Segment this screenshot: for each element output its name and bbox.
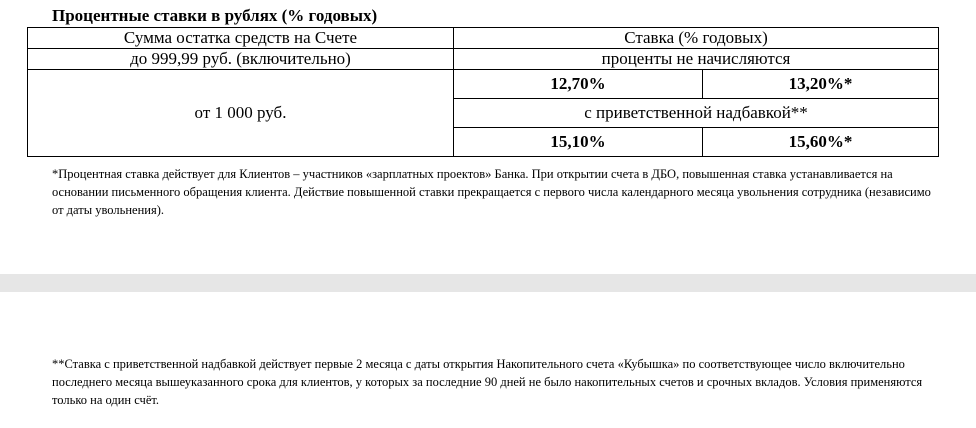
table-header-row (28, 28, 939, 49)
amount-cell: от 1 000 руб. (28, 70, 454, 157)
bonus-label-cell: с приветственной надбавкой** (454, 99, 939, 128)
header-amount: Сумма остатка средств на Счете (28, 28, 454, 49)
rate-cell: 15,10% (454, 128, 703, 157)
rate-cell: 13,20%* (703, 70, 939, 99)
amount-cell: до 999,99 руб. (включительно) (28, 49, 454, 70)
page-title: Процентные ставки в рублях (% годовых) (52, 6, 378, 25)
rate-cell: 12,70% (454, 70, 703, 99)
rates-table (27, 27, 939, 157)
rate-cell: проценты не начисляются (454, 49, 939, 70)
divider-band (0, 274, 976, 292)
header-rate: Ставка (% годовых) (454, 28, 939, 49)
table-row (28, 49, 939, 70)
table-row (28, 70, 939, 99)
footnote-welcome-bonus: **Ставка с приветственной надбавкой действует первые 2 месяца с даты открытия Накопительного счета «Кубышка» по соответствующее число включительно последнего месяца вышеуказанного срока для клиентов, у которых за последние 90 дней не было накопительных счетов и срочных вкладов. Условия применяются только на один счёт. (52, 357, 923, 407)
footnote-salary-project: *Процентная ставка действует для Клиентов – участников «зарплатных проектов» Банка. При открытии счета в ДБО, повышенная ставка устанавливается на основании письменного обращения клиента. Действие повышенной ставки прекращается с первого числа календарного месяца увольнения сотрудника (независимо от даты увольнения). (52, 167, 931, 217)
rate-cell: 15,60%* (703, 128, 939, 157)
